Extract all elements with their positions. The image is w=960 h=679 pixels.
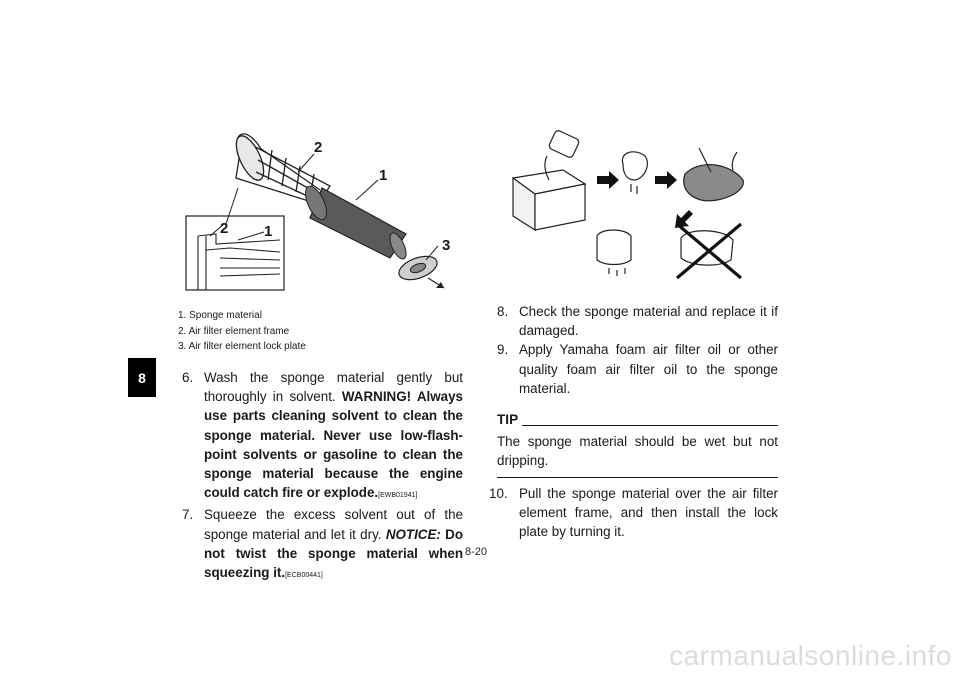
figure-legend: [178, 308, 306, 355]
callout-2-top: 2: [314, 139, 323, 156]
callout-1-inset: 1: [264, 223, 273, 240]
legend-item: 3. Air filter element lock plate: [178, 341, 306, 352]
step-number: 8.: [497, 304, 509, 319]
step-9: [497, 340, 778, 398]
oiling-sponge: [684, 165, 744, 201]
legend-item: 1. Sponge material: [178, 310, 262, 321]
step-10: [489, 484, 778, 542]
tip-rule: [522, 425, 778, 426]
step-8: [497, 302, 778, 340]
right-column: [489, 302, 778, 541]
tip-end-rule: [497, 477, 778, 478]
left-column: [182, 368, 463, 585]
notice-code: [ECB00441]: [285, 572, 323, 580]
tip-heading: [497, 410, 778, 429]
step-number: 6.: [182, 370, 194, 385]
warning-code: [EWB01941]: [378, 492, 418, 500]
callout-3: 3: [442, 237, 451, 254]
legend-item: 2. Air filter element frame: [178, 325, 290, 337]
air-filter-figure: [180, 128, 465, 300]
tip-label: TIP: [497, 412, 519, 428]
step-text: Pull the sponge material over the air filter element frame, and then install the lock plate by turning it.: [519, 485, 778, 540]
step-number: 7.: [182, 507, 194, 523]
squeezing-hand: [622, 152, 647, 180]
step-text: Wash the sponge material gently but thoroughly in solvent.: [204, 370, 463, 405]
step-text: Squeeze the excess solvent out of the sponge material and let it dry.: [204, 507, 463, 542]
sponge-cleaning-figure: [505, 128, 775, 283]
solvent-can: [548, 129, 580, 158]
watermark: carmanualsonline.info: [669, 640, 952, 671]
step-number: 10.: [489, 485, 508, 501]
step-text: Check the sponge material and replace it if damaged.: [519, 304, 778, 339]
arrow-right-icon: [655, 171, 677, 189]
callout-1-top: 1: [379, 167, 388, 184]
section-tab: 8: [128, 358, 156, 397]
step-7: [182, 505, 463, 585]
page-number: 8-20: [465, 546, 488, 558]
step-text: Apply Yamaha foam air filter oil or other quality foam air filter oil to the sponge material.: [519, 342, 778, 396]
notice-label: NOTICE:: [385, 526, 441, 542]
warning-text: WARNING! Always use parts cleaning solvent to clean the sponge material. Never use low-flash-point solvents or gasoline to clean the sponge material because the engine could catch fire or explode.: [204, 389, 463, 501]
tip-text: The sponge material should be wet but not dripping.: [497, 434, 778, 469]
step-6: [182, 368, 463, 505]
step-number: 9.: [497, 342, 509, 358]
sponge-material: [301, 183, 409, 261]
arrow-right-icon: [597, 171, 619, 189]
notice-text: Do not twist the sponge material when squeezing it.: [204, 526, 463, 581]
arrow-down-left-icon: [675, 210, 693, 228]
correct-squeeze: [597, 230, 631, 265]
callout-2-inset: 2: [220, 220, 229, 237]
